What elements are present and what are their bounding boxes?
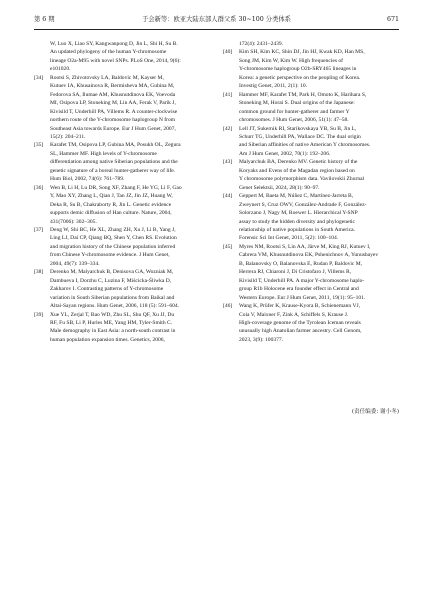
reference-line: and Siberian affinities of native American Y chromosomes. — [239, 142, 371, 149]
reference-entry — [223, 243, 399, 302]
reference-text — [50, 184, 210, 226]
reference-entry — [34, 40, 210, 74]
reference-number: [45] — [223, 243, 233, 250]
reference-line: Kivisild T, Underhill PA, Villems R. A counter-clockwise — [50, 108, 178, 115]
reference-number: [36] — [34, 184, 44, 191]
reference-number: [37] — [34, 226, 44, 233]
reference-line: Malyarchuk BA, Derenko MV. Genetic history of the — [239, 159, 358, 166]
reference-line: Deng W, Shi BC, He XL, Zhang ZH, Xu J, Li B, Yang J, — [50, 226, 176, 233]
reference-line: Derenko M, Malyarchuk B, Denisova GA, Wozniak M, — [50, 269, 174, 276]
reference-line: Solorzano J, Nagy M, Roewer L. Hierarchical Y-SNP — [239, 210, 358, 217]
reference-line: Schurr TG, Underhill PA, Wallace DC. The dual origin — [239, 133, 361, 140]
reference-number: [42] — [223, 125, 233, 132]
reference-line: Male demography in East Asia: a north-south contrast in — [50, 328, 176, 335]
reference-text — [50, 74, 210, 142]
reference-entry — [34, 311, 210, 345]
reference-line: human population expansion times. Genetics, 2006, — [50, 336, 165, 343]
reference-line: Altai-Sayan regions. Hum Genet, 2006, 118 (5): 591–604. — [50, 303, 180, 310]
reference-line: Hum Biol, 2002, 74(6): 761–789. — [50, 176, 125, 183]
reference-entry — [34, 268, 210, 310]
reference-line: 2023, 3(9): 100377. — [239, 336, 284, 343]
reference-entry — [223, 302, 399, 344]
reference-line: variation in South Siberian populations from Baikal and — [50, 294, 175, 301]
reference-line: RF, Fu SB, Li P, Hurles ME, Yang HM, Tyler-Smith C. — [50, 319, 173, 326]
reference-number: [39] — [34, 311, 44, 318]
reference-line: W, Luo X, Liao SY, Kangwanpong D, Jin L, Shi H, Su B. — [50, 41, 178, 47]
reference-number: [44] — [223, 193, 233, 200]
reference-number: [43] — [223, 159, 233, 166]
reference-line: Geppert M, Baeta M, Núñez C, Martínez-Jarreta B, — [239, 193, 354, 200]
reference-line: Wen B, Li H, Lu DR, Song XF, Zhang F, He YG, Li F, Gao — [50, 184, 182, 191]
reference-line: supports demic diffusion of Han culture. Nature, 2004, — [50, 210, 172, 217]
references-right-column — [223, 40, 399, 344]
reference-entry — [223, 48, 399, 90]
reference-line: common ground for hunter-gatherer and farmer Y — [239, 108, 350, 115]
reference-entry — [223, 192, 399, 243]
reference-number: [46] — [223, 303, 233, 310]
references-left-column — [34, 40, 210, 344]
reference-text — [50, 268, 210, 310]
reference-line: 2004, 49(7): 339–334. — [50, 260, 100, 267]
reference-line: Lell JT, Sukernik RI, Starikovskaya YB, Su B, Jin L, — [239, 125, 357, 132]
reference-number: [41] — [223, 91, 233, 98]
reference-line: Xue YL, Zerjal T, Bao WD, Zhu SL, Shu QF, Xu JJ, Du — [50, 311, 175, 318]
reference-line: Karafet TM, Osipova LP, Gubina MA, Posukh OL, Zegura — [50, 142, 181, 149]
reference-line: Koryaks and Evens of the Magadan region based on — [239, 167, 355, 174]
reference-text — [50, 40, 210, 74]
reference-line: Y, Mao XY, Zhang L, Qian J, Tan JZ, Jin JZ, Huang W, — [50, 193, 173, 200]
reference-entry — [34, 74, 210, 142]
reference-line: Western Europe. Eur J Hum Genet, 2011, 19(1): 95–101. — [239, 294, 366, 301]
reference-line: unusually high Anatolian farmer ancestry. Cell Genom, — [239, 328, 362, 335]
reference-entry — [223, 125, 399, 159]
reference-line: differentiation among native Siberian populations and the — [50, 159, 178, 166]
reference-line: Hammer MF, Karafet TM, Park H, Omoto K, Harihara S, — [239, 91, 367, 98]
reference-entry — [34, 226, 210, 268]
reference-number: [34] — [34, 74, 44, 81]
reference-line: Zakharov I. Contrasting patterns of Y-chromosome — [50, 286, 164, 293]
reference-text — [239, 192, 399, 243]
reference-text — [50, 226, 210, 268]
reference-line: chromosomes. J Hum Genet, 2006, 51(1): 47–58. — [239, 117, 349, 124]
reference-line: Kutuev IA, Khusainova R, Bermisheva MA, Gubina M, — [50, 83, 175, 90]
reference-line: High-coverage genome of the Tyrolean Iceman reveals — [239, 319, 361, 326]
reference-line: and migration history of the Chinese population inferred — [50, 243, 176, 250]
running-title: 于会新等：欧亚大陆东部人群父系 30~100 分类体系 — [142, 16, 291, 23]
reference-number: [40] — [223, 49, 233, 56]
reference-text — [239, 48, 399, 90]
reference-line: 431(7006): 302–305. — [50, 218, 97, 225]
responsible-editor-note: (责任编委: 谢小冬) — [351, 409, 399, 415]
reference-line: Y-chromosome haplogroup O2b-SRY465 lineages in — [239, 66, 357, 73]
reference-entry — [223, 158, 399, 192]
reference-line: Song JM, Kim W, Kim W. High frequencies of — [239, 57, 344, 64]
reference-text — [239, 91, 399, 125]
reference-line: Investig Genet, 2011, 2(1): 10. — [239, 83, 308, 90]
reference-text — [239, 40, 399, 48]
reference-line: An updated phylogeny of the human Y-chromosome — [50, 49, 167, 56]
reference-line: from Chinese Y-chromosome evidence. J Hum Genet, — [50, 252, 170, 259]
reference-text — [239, 302, 399, 344]
reference-line: 172(4): 2431–2439. — [239, 41, 284, 47]
reference-line: SL, Hammer MF. High levels of Y-chromosome — [50, 150, 157, 157]
reference-line: Am J Hum Genet, 2002, 70(1): 192–206. — [239, 150, 331, 157]
reference-line: Rootsi S, Zhivotovsky LA, Baldovic M, Kayser M, — [50, 74, 164, 81]
reference-line: Forensic Sci Int Genet, 2011, 5(2): 100–104. — [239, 235, 339, 242]
reference-line: Dambueva I, Dorzhu C, Luzina F, Miścicka-Śliwka D, — [50, 277, 172, 284]
reference-line: B, Balanovsky O, Balanovska E, Rudan P, Baldovic M, — [239, 260, 363, 267]
reference-entry — [34, 184, 210, 226]
running-head — [34, 14, 399, 26]
reference-text — [50, 141, 210, 183]
reference-line: Kim SH, Kim KC, Shin DJ, Jin HJ, Kwak KD, Han MS, — [239, 49, 365, 56]
reference-text — [239, 158, 399, 192]
reference-entry — [223, 91, 399, 125]
page-number: 671 — [386, 16, 399, 23]
reference-line: Kivisild T, Underhill PA. A major Y-chromosome haplo- — [239, 277, 365, 284]
reference-line: 15(2): 204–211. — [50, 133, 86, 140]
reference-line: Wang K, Prüfer K, Krause-Kyora B, Schienemann VJ, — [239, 303, 360, 310]
reference-line: relationship of native populations in South America. — [239, 226, 356, 233]
header-rule — [34, 29, 399, 30]
reference-line: Genet Selektsii, 2024, 28(1): 90–97. — [239, 184, 320, 191]
reference-line: e101020. — [50, 66, 71, 73]
reference-line: Y chromosome polymorphism data. Vavilovskii Zhurnal — [239, 176, 365, 183]
reference-entry — [223, 40, 399, 48]
reference-line: Southeast Asia towards Europe. Eur J Hum Genet, 2007, — [50, 125, 176, 132]
reference-line: genetic signature of a boreal hunter-gatherer way of life. — [50, 167, 176, 174]
reference-line: Deka R, Su B, Chakraborty R, Jin L. Genetic evidence — [50, 201, 172, 208]
reference-number: [38] — [34, 269, 44, 276]
reference-number: [35] — [34, 142, 44, 149]
reference-text — [239, 243, 399, 302]
reference-line: lineage O2a-M95 with novel SNPs. PLoS One, 2014, 9(6): — [50, 57, 181, 64]
reference-line: Ling LJ, Dai CP, Qiang BQ, Shen Y, Chen RS. Evolution — [50, 235, 177, 242]
reference-line: northern route of the Y-chromosome haplogroup N from — [50, 117, 176, 124]
reference-text — [239, 125, 399, 159]
reference-text — [50, 311, 210, 345]
reference-line: Stoneking M, Horai S. Dual origins of the Japanese: — [239, 100, 355, 107]
reference-line: Fedorova SA, Ilumae AM, Khusnutdinova EK, Voevoda — [50, 91, 176, 98]
reference-entry — [34, 141, 210, 183]
reference-line: Herrera RJ, Chiaroni J, Di Cristofaro J, Villems R, — [239, 269, 352, 276]
reference-line: Coia V, Maixner F, Zink A, Schiffels S, Krause J. — [239, 311, 349, 318]
reference-line: assay to study the hidden diversity and phylogenetic — [239, 218, 355, 225]
reference-line: Cabrera VM, Khusnutdinova EK, Pshenichnov A, Yunusbayev — [239, 252, 379, 259]
reference-line: Zweynert S, Cruz OWV, González-Andrade F, González- — [239, 201, 367, 208]
reference-line: group R1b Holocene era founder effect in Central and — [239, 286, 359, 293]
reference-line: Myres NM, Rootsi S, Lin AA, Järve M, King RJ, Kutuev I, — [239, 243, 371, 250]
issue-number: 第 6 期 — [34, 16, 55, 23]
reference-line: MI, Osipova LP, Stoneking M, Lin AA, Ferak V, Parik J, — [50, 100, 176, 107]
reference-line: Korea: a genetic perspective on the peopling of Korea. — [239, 74, 361, 81]
